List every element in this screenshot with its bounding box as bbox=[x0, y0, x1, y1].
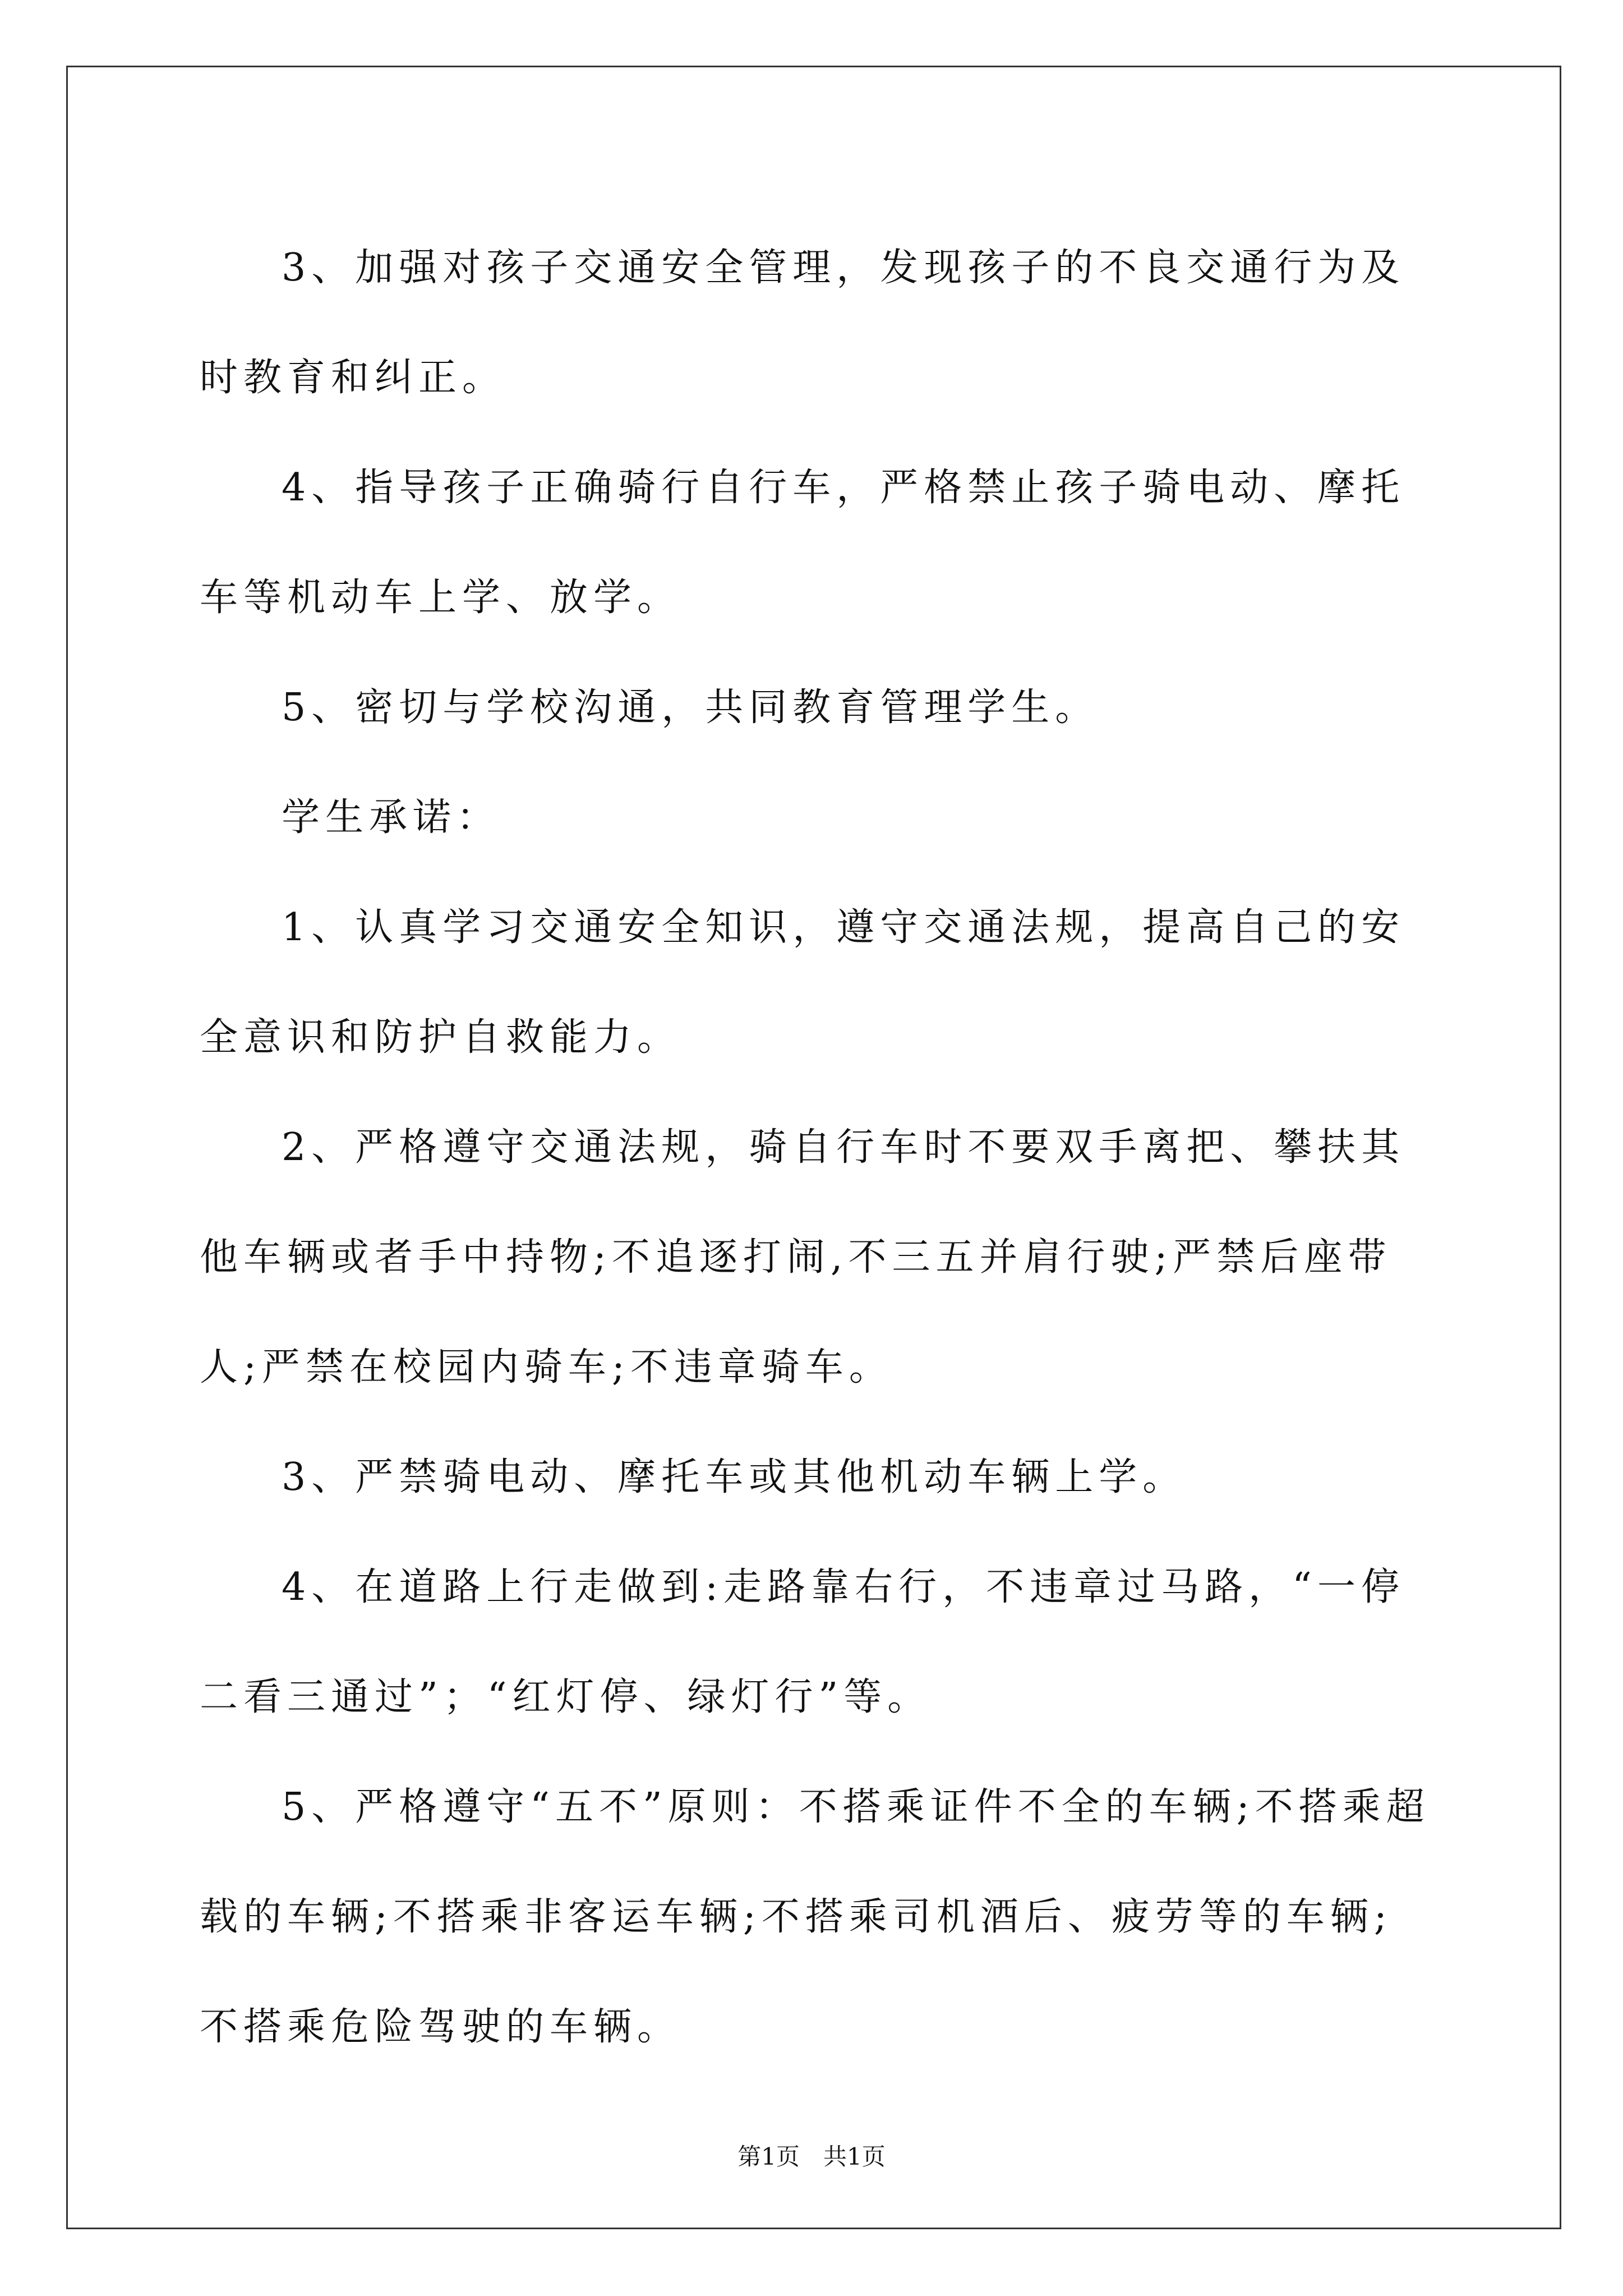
paragraph-student-item-5: 5、严格遵守“五不”原则：不搭乘证件不全的车辆;不搭乘超载的车辆;不搭乘非客运车辆;不搭乘司机酒后、疲劳等的车辆;不搭乘危险驾驶的车辆。 bbox=[200, 1785, 1430, 2049]
section-heading-student-pledge: 学生承诺： bbox=[282, 795, 501, 840]
paragraph-parent-item-4: 4、指导孩子正确骑行自行车，严格禁止孩子骑电动、摩托车等机动车上学、放学。 bbox=[200, 466, 1405, 620]
paragraph-student-item-3: 3、严禁骑电动、摩托车或其他机动车辆上学。 bbox=[282, 1455, 1187, 1499]
paragraph-student-item-2: 2、严格遵守交通法规，骑自行车时不要双手离把、攀扶其他车辆或者手中持物;不追逐打闹,不三五并肩行驶;严禁后座带人;严禁在校园内骑车;不违章骑车。 bbox=[200, 1125, 1405, 1389]
paragraph-student-item-1: 1、认真学习交通安全知识，遵守交通法规，提高自己的安全意识和防护自救能力。 bbox=[200, 905, 1405, 1060]
page-number-footer: 第1页 共1页 bbox=[737, 2143, 886, 2170]
document-body bbox=[200, 213, 1433, 2082]
paragraph-parent-item-3: 3、加强对孩子交通安全管理，发现孩子的不良交通行为及时教育和纠正。 bbox=[200, 246, 1405, 400]
paragraph-parent-item-5: 5、密切与学校沟通，共同教育管理学生。 bbox=[282, 685, 1099, 730]
paragraph-student-item-4: 4、在道路上行走做到:走路靠右行，不违章过马路，“一停二看三通过”；“红灯停、绿灯行”等。 bbox=[200, 1565, 1405, 1719]
